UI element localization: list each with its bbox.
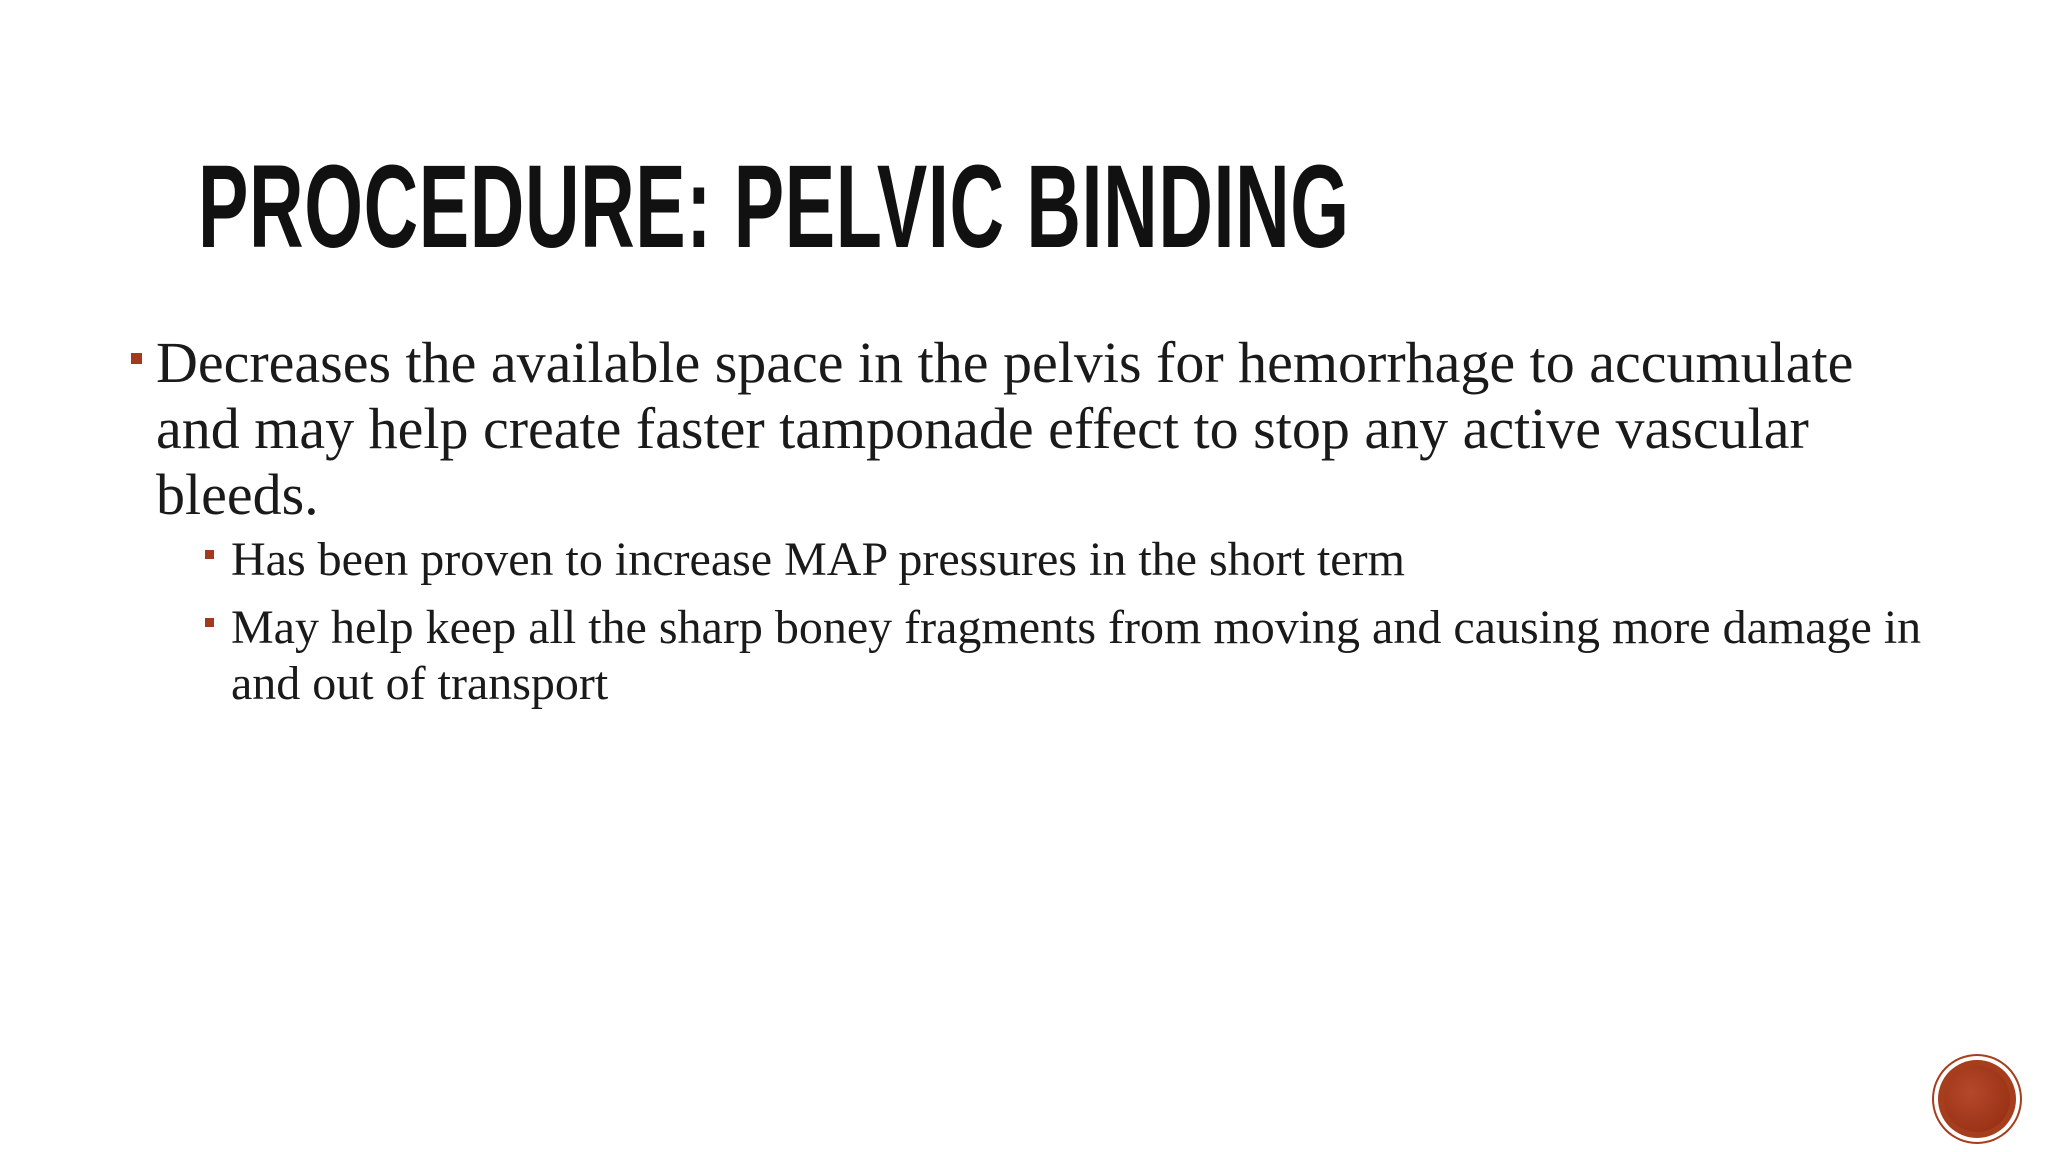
bullet-item — [126, 330, 1926, 528]
bullet-text: Decreases the available space in the pelvis for hemorrhage to accumulate and may help create faster tamponade effect to stop any active vascular bleeds. — [156, 330, 1854, 527]
square-bullet-icon — [205, 618, 214, 627]
slide-body — [126, 330, 1926, 712]
sub-bullet-text: May help keep all the sharp boney fragments from moving and causing more damage in and out of transport — [231, 601, 1922, 710]
square-bullet-icon — [205, 550, 214, 559]
slide-title: PROCEDURE: PELVIC BINDING — [198, 141, 1350, 273]
sub-bullet-text: Has been proven to increase MAP pressures in the short term — [231, 533, 1405, 586]
slide-number-circle-icon — [1938, 1060, 2016, 1138]
sub-bullet-item — [205, 532, 1926, 588]
badge-inner — [1944, 1066, 2010, 1132]
square-bullet-icon — [131, 353, 142, 364]
sub-bullet-item — [205, 600, 1926, 712]
